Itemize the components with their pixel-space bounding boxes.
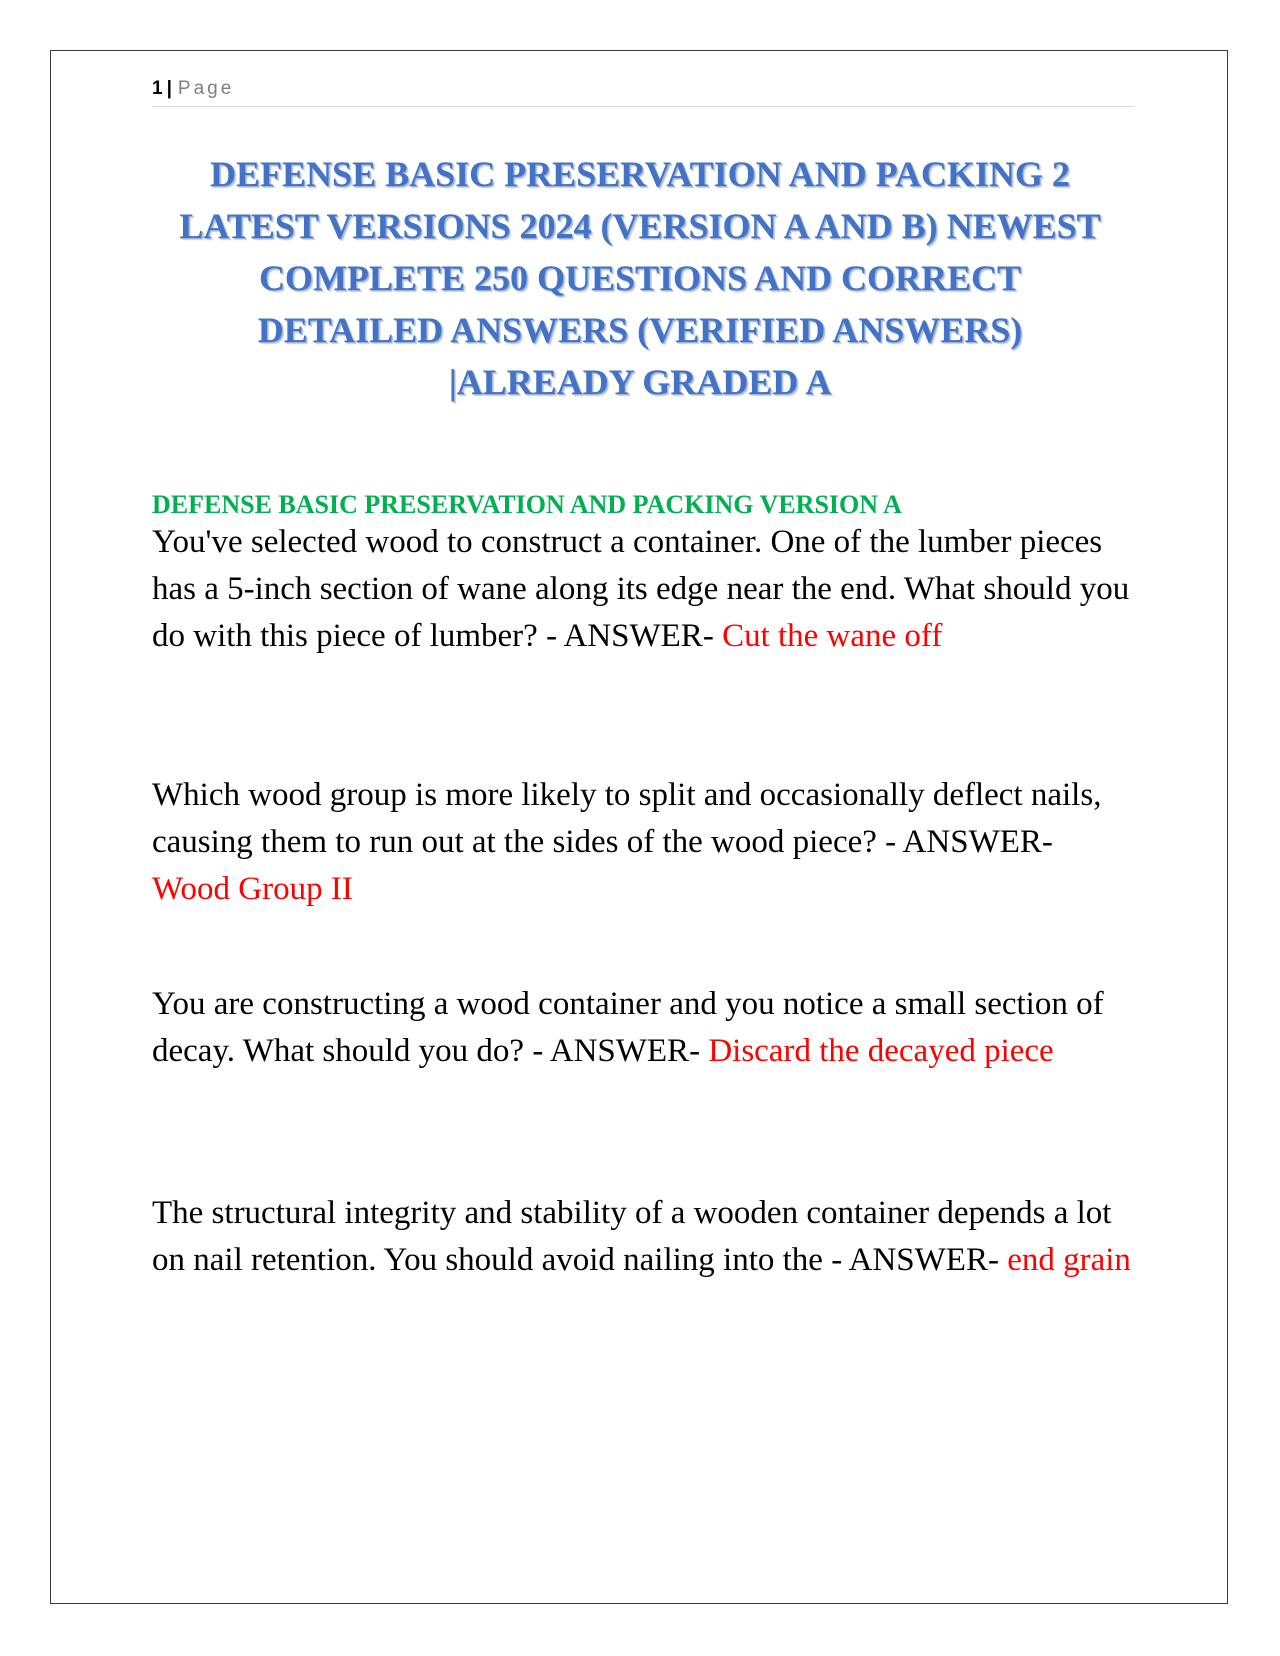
title-line: DETAILED ANSWERS (VERIFIED ANSWERS)	[257, 310, 1023, 350]
title-line: DEFENSE BASIC PRESERVATION AND PACKING 2	[210, 154, 1070, 194]
document-title	[140, 148, 1140, 408]
answer-text: Discard the decayed piece	[708, 1033, 1054, 1069]
title-line: |ALREADY GRADED A	[448, 362, 832, 402]
qa-item	[152, 772, 1137, 913]
answer-text: Cut the wane off	[722, 618, 943, 654]
qa-item	[152, 981, 1137, 1075]
question-text: You've selected wood to construct a container. One of the lumber pieces has a 5-inch section of wane along its edge near the end. What should you do with this piece of lumber? - ANSWER-	[152, 524, 1130, 654]
section-heading: DEFENSE BASIC PRESERVATION AND PACKING VERSION A	[152, 490, 902, 519]
page-separator: |	[166, 78, 172, 99]
page-number: 1	[152, 78, 163, 99]
page-header	[152, 78, 1134, 107]
qa-item	[152, 1190, 1137, 1284]
answer-text: end grain	[1007, 1242, 1131, 1278]
question-text: You are constructing a wood container and you notice a small section of decay. What should you do? - ANSWER-	[152, 986, 1104, 1069]
answer-text: Wood Group II	[152, 871, 353, 907]
title-line: COMPLETE 250 QUESTIONS AND CORRECT	[258, 258, 1022, 298]
question-text: The structural integrity and stability of a wooden container depends a lot on nail retention. You should avoid nailing into the - ANSWER-	[152, 1195, 1112, 1278]
title-line: LATEST VERSIONS 2024 (VERSION A AND B) NEWEST	[179, 206, 1101, 246]
question-text: Which wood group is more likely to split and occasionally deflect nails, causing them to run out at the sides of the wood piece? - ANSWER-	[152, 777, 1102, 860]
qa-item	[152, 519, 1137, 660]
page-label: Page	[177, 78, 235, 99]
